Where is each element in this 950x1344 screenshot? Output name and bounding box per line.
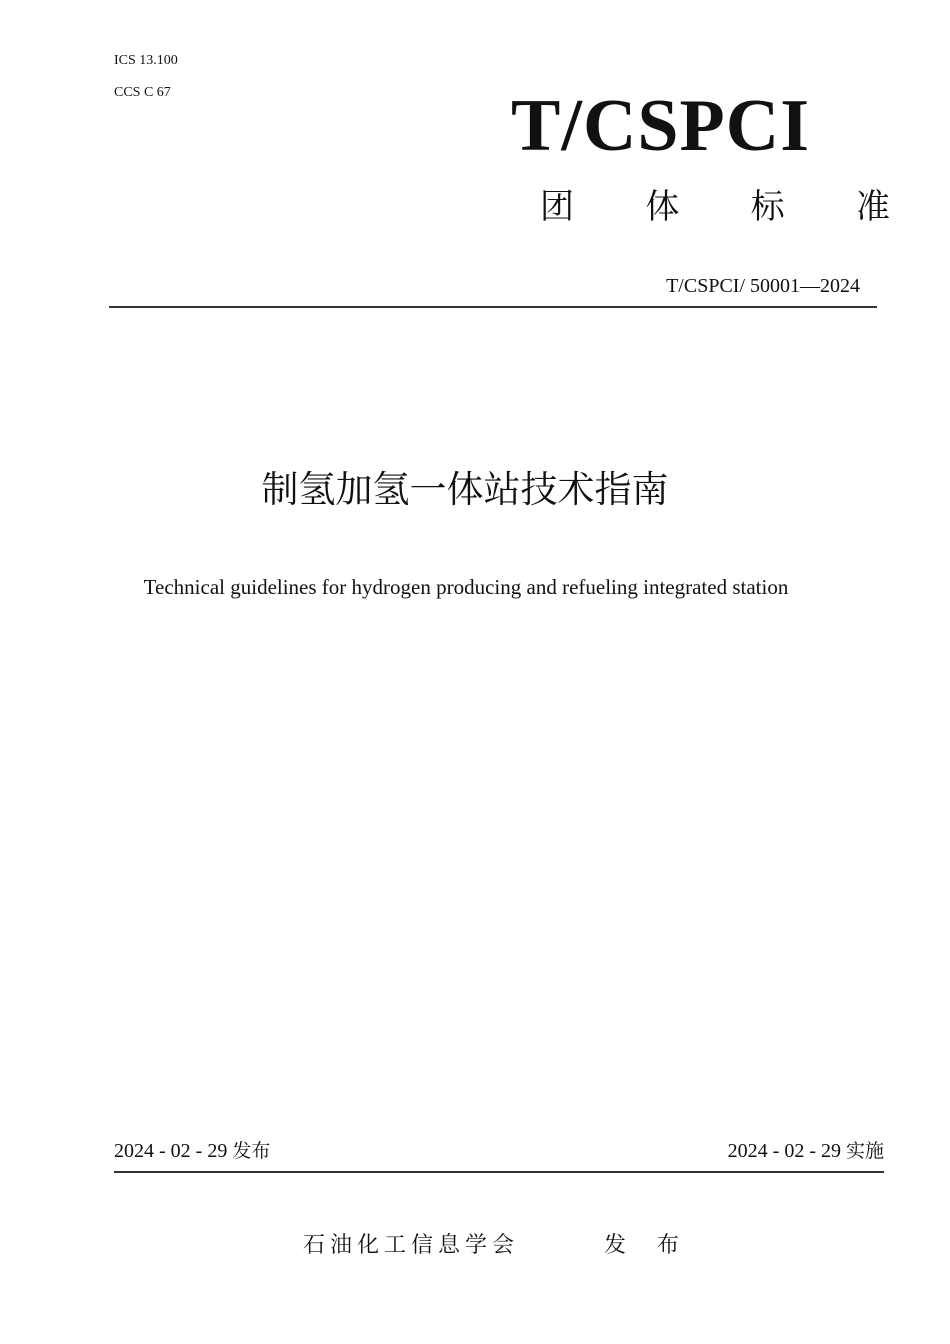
standard-type-char: 准 (855, 187, 890, 227)
publish-label: 发布 (232, 1140, 271, 1162)
document-title-zh: 制氢加氢一体站技术指南 (261, 468, 669, 511)
ics-code: ICS 13.100 (114, 53, 178, 68)
publish-date: 2024 - 02 - 29 (114, 1140, 228, 1162)
implement-date: 2024 - 02 - 29 (727, 1140, 841, 1162)
publish-date-line (114, 1137, 270, 1165)
bottom-divider (114, 1171, 884, 1173)
standard-type-char: 团 (540, 187, 574, 227)
document-title-en: Technical guidelines for hydrogen producing and refueling integrated station (143, 575, 789, 599)
standard-type (540, 183, 890, 231)
ccs-code: CCS C 67 (114, 85, 171, 100)
publish-word: 发 布 (604, 1233, 691, 1258)
standard-type-char: 体 (645, 187, 680, 227)
standard-logo: T/CSPCI (511, 85, 810, 167)
implement-date-line (728, 1137, 884, 1165)
standard-type-char: 标 (750, 187, 785, 227)
implement-label: 实施 (845, 1140, 884, 1162)
publisher-name: 石油化工信息学会 (303, 1233, 520, 1258)
top-divider (109, 306, 877, 308)
standard-number: T/CSPCI/ 50001—2024 (666, 275, 860, 297)
